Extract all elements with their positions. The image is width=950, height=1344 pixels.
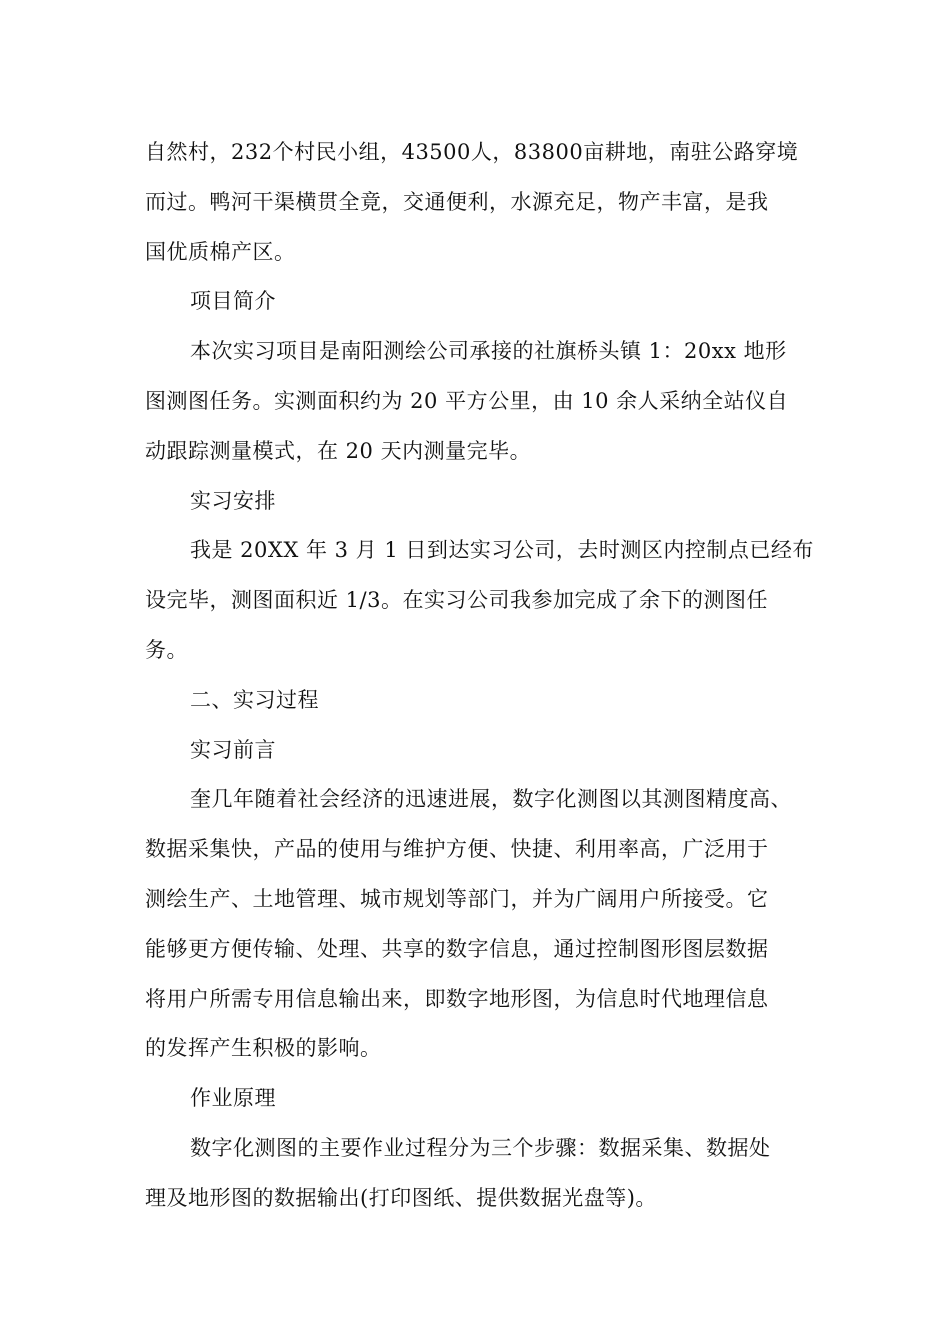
text-line: 自然村，232个村民小组，43500人，83800亩耕地，南驻公路穿境 [145,140,799,164]
text-line: 数据采集快，产品的使用与维护方便、快捷、利用率高，广泛用于 [145,837,769,862]
text-line: 数字化测图的主要作业过程分为三个步骤：数据采集、数据处 [190,1135,771,1160]
text-line: 设完毕，测图面积近 1/3。在实习公司我参加完成了余下的测图任 [145,588,768,613]
text-line: 测绘生产、土地管理、城市规划等部门，并为广阔用户所接受。它 [145,886,769,911]
text-line: 能够更方便传输、处理、共享的数字信息，通过控制图形图层数据 [145,936,769,961]
section-heading: 项目简介 [190,289,276,314]
text-line: 务。 [145,637,188,662]
section-heading: 作业原理 [190,1086,276,1111]
text-line: 国优质棉产区。 [145,239,296,264]
text-line: 我是 20XX 年 3 月 1 日到达实习公司，去时测区内控制点已经布 [190,538,814,563]
text-line: 将用户所需专用信息输出来，即数字地形图，为信息时代地理信息 [145,986,769,1011]
text-line: 的发挥产生积极的影响。 [145,1036,382,1061]
text-line: 奎几年随着社会经济的迅速进展，数字化测图以其测图精度高、 [190,787,792,812]
section-heading: 实习前言 [190,737,276,762]
document-body [145,128,825,1224]
text-line: 动跟踪测量模式，在 20 天内测量完毕。 [145,438,532,463]
text-line: 理及地形图的数据输出(打印图纸、提供数据光盘等)。 [145,1185,657,1210]
section-heading: 实习安排 [190,488,276,513]
text-line: 图测图任务。实测面积约为 20 平方公里，由 10 余人采纳全站仪自 [145,388,789,413]
section-heading: 二、实习过程 [190,687,319,712]
text-line: 而过。鸭河干渠横贯全竟，交通便利，水源充足，物产丰富，是我 [145,189,769,214]
text-line: 本次实习项目是南阳测绘公司承接的社旗桥头镇 1：20xx 地形 [190,339,787,364]
